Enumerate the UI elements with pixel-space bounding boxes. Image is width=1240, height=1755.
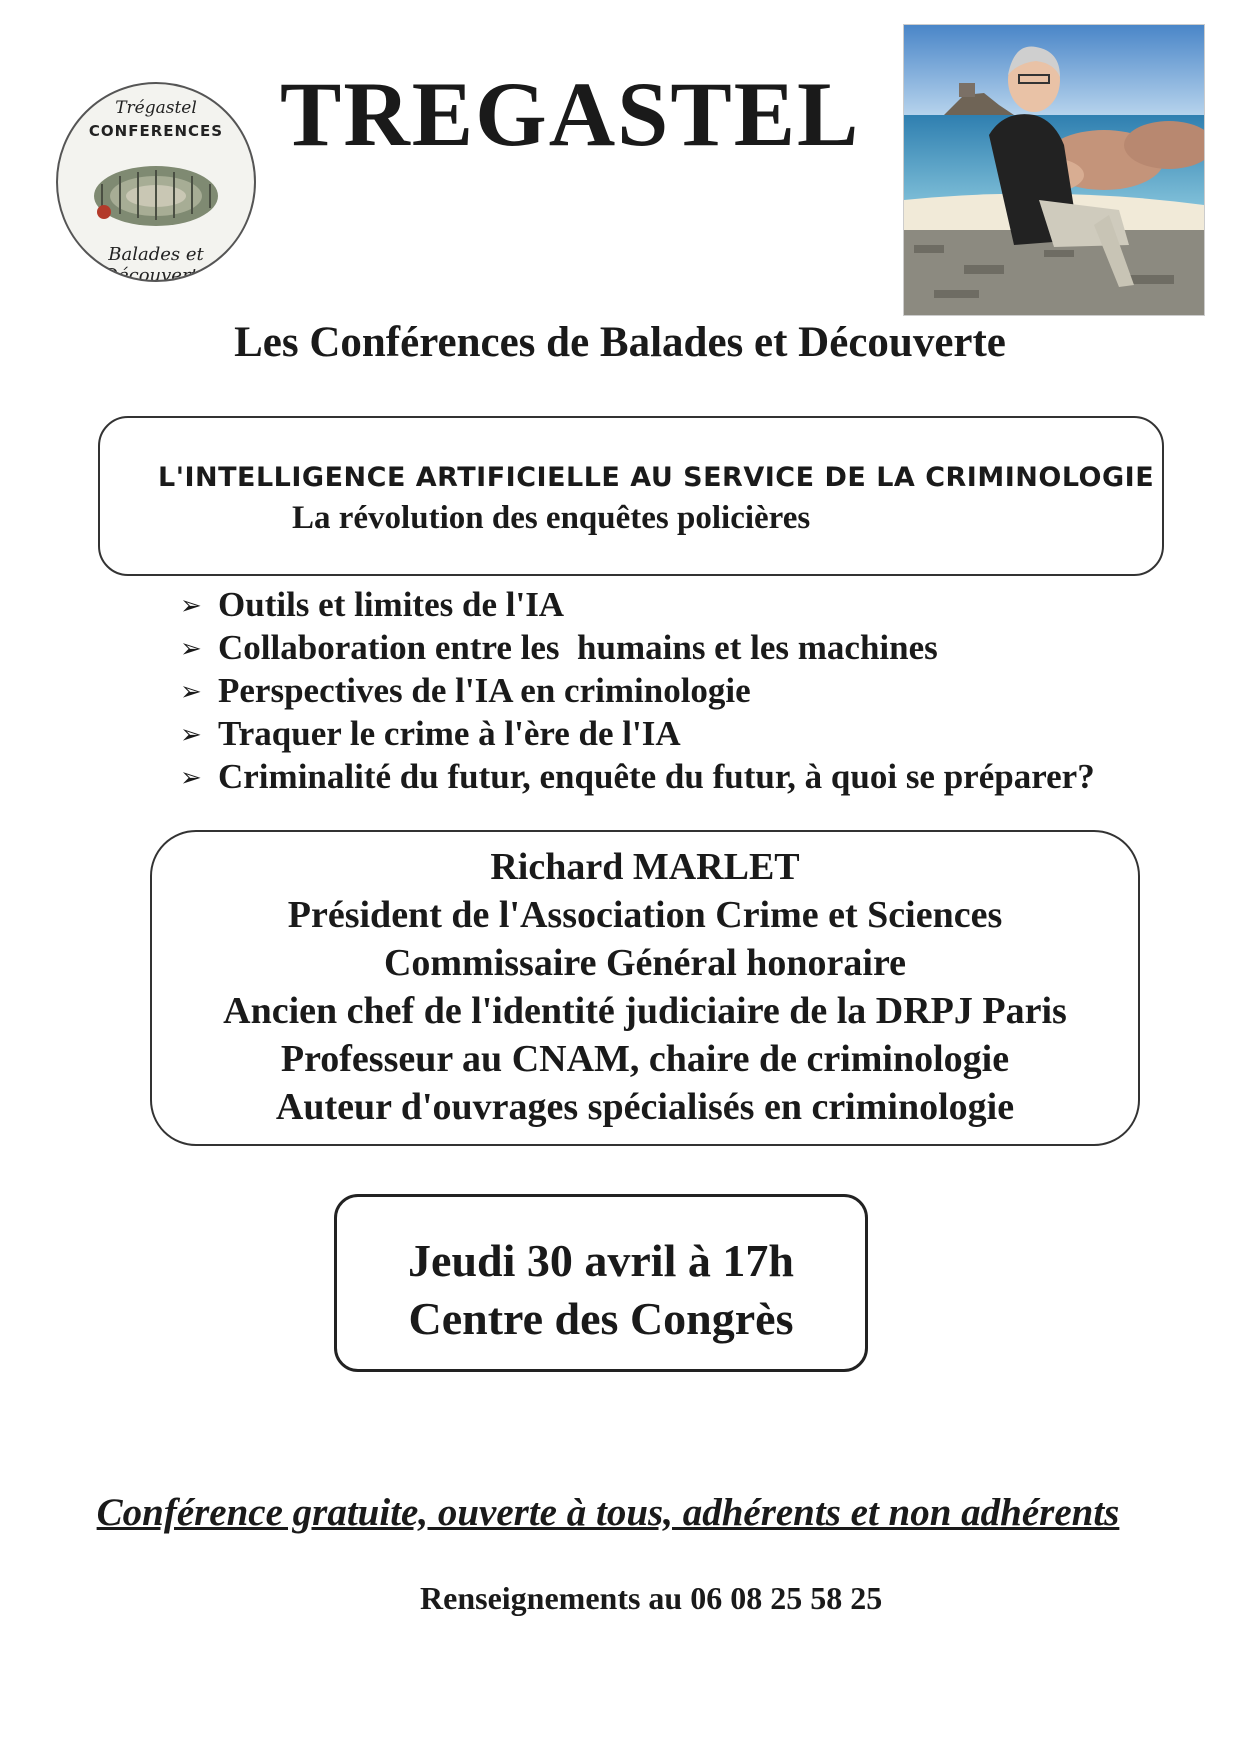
list-item bbox=[180, 583, 1095, 626]
event-venue: Centre des Congrès bbox=[408, 1293, 794, 1344]
topic-title: L'INTELLIGENCE ARTIFICIELLE AU SERVICE DE LA CRIMINOLOGIE bbox=[158, 462, 1155, 493]
page-title: TREGASTEL bbox=[280, 63, 861, 165]
arrowhead-bullet-icon: ➢ bbox=[180, 677, 202, 707]
logo-middle-text: CONFERENCES bbox=[88, 122, 224, 140]
arrowhead-bullet-icon: ➢ bbox=[180, 634, 202, 664]
list-item bbox=[180, 755, 1095, 798]
contact-info: Renseignements au 06 08 25 58 25 bbox=[420, 1580, 883, 1616]
page-subtitle: Les Conférences de Balades et Découverte bbox=[234, 319, 1006, 366]
arrowhead-bullet-icon: ➢ bbox=[180, 763, 202, 793]
free-entry-notice: Conférence gratuite, ouverte à tous, adhérents et non adhérents bbox=[96, 1491, 1120, 1534]
speaker-role: Professeur au CNAM, chaire de criminologie bbox=[280, 1038, 1010, 1080]
list-item bbox=[180, 626, 1095, 669]
list-item-text: Perspectives de l'IA en criminologie bbox=[218, 671, 751, 710]
conferences-logo bbox=[56, 82, 256, 282]
list-item-text: Criminalité du futur, enquête du futur, à quoi se préparer? bbox=[218, 757, 1095, 796]
speaker-info bbox=[150, 843, 1140, 1131]
list-item-text: Traquer le crime à l'ère de l'IA bbox=[218, 714, 681, 753]
arrowhead-bullet-icon: ➢ bbox=[180, 720, 202, 750]
topic-bullet-list bbox=[180, 583, 1095, 798]
logo-bottom-text: Balades et Découverte bbox=[103, 244, 209, 282]
list-item bbox=[180, 712, 1095, 755]
arrowhead-bullet-icon: ➢ bbox=[180, 591, 202, 621]
topic-subtitle: La révolution des enquêtes policières bbox=[292, 500, 811, 536]
event-date: Jeudi 30 avril à 17h bbox=[408, 1235, 794, 1286]
speaker-role: Auteur d'ouvrages spécialisés en criminologie bbox=[275, 1086, 1015, 1128]
speaker-role: Ancien chef de l'identité judiciaire de la DRPJ Paris bbox=[223, 990, 1067, 1032]
event-info bbox=[334, 1232, 868, 1348]
speaker-name: Richard MARLET bbox=[490, 846, 800, 888]
speaker-photo bbox=[903, 24, 1205, 316]
list-item-text: Outils et limites de l'IA bbox=[218, 585, 565, 624]
speaker-role: Commissaire Général honoraire bbox=[383, 942, 907, 984]
list-item-text: Collaboration entre les humains et les machines bbox=[218, 628, 938, 667]
list-item bbox=[180, 669, 1095, 712]
topic-frame bbox=[98, 416, 1164, 576]
speaker-role: Président de l'Association Crime et Sciences bbox=[287, 894, 1003, 936]
logo-top-text: Trégastel bbox=[115, 98, 197, 118]
